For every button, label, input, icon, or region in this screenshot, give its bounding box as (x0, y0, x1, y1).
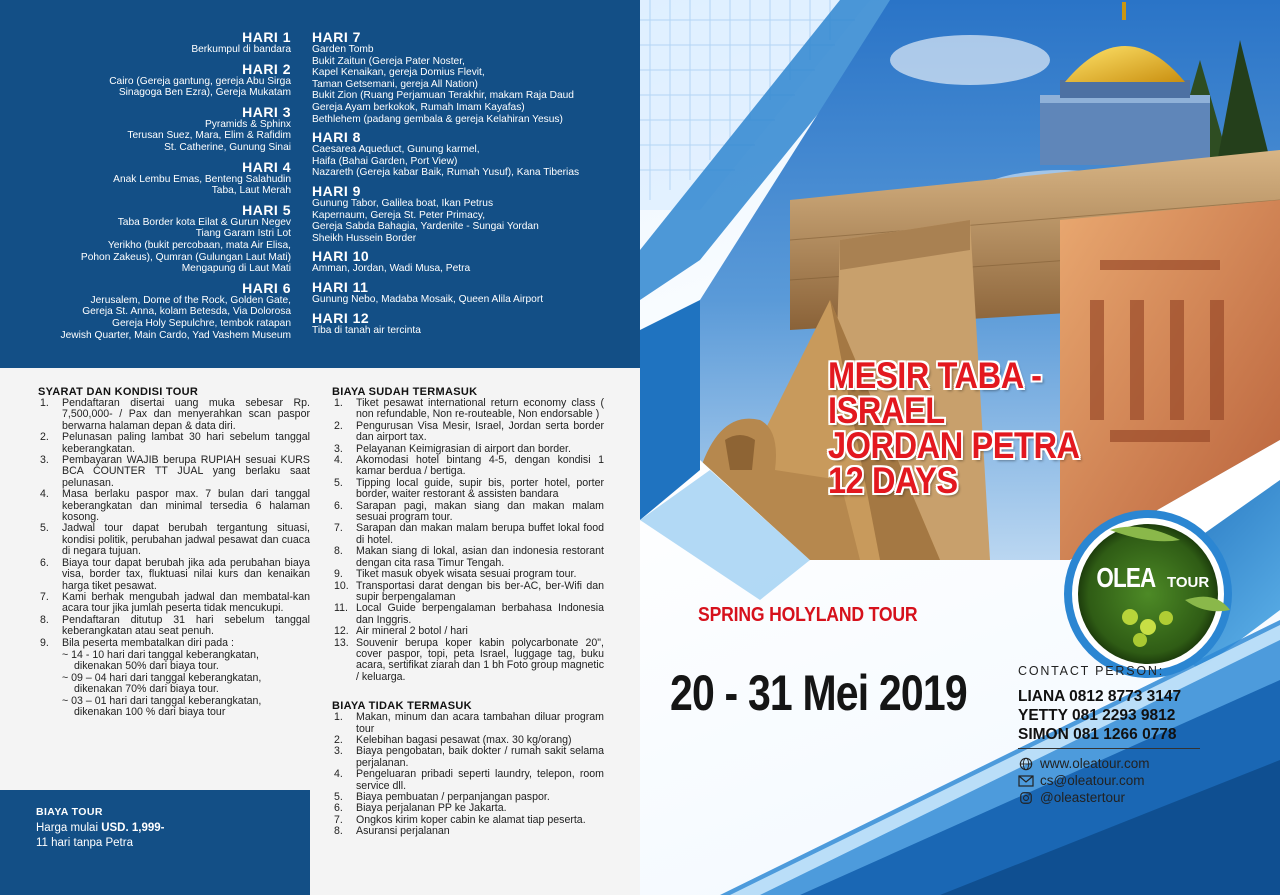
item-text: Pendaftaran ditutup 31 hari sebelum tanggal keberangkatan atau seat penuh. (62, 613, 310, 638)
list-item (332, 769, 604, 792)
itinerary-day (10, 203, 291, 275)
itinerary-day (10, 160, 291, 197)
item-number: 4. (334, 768, 343, 781)
day-heading: HARI 5 (242, 201, 291, 218)
day-line: Cairo (Gereja gantung, gereja Abu Sirga (109, 75, 291, 87)
item-text: Makan, minum dan acara tambahan diluar program tour (356, 711, 604, 735)
item-text: Pengeluaran pribadi seperti laundry, telepon, room service dll. (356, 768, 604, 792)
day-description (10, 44, 291, 56)
item-number: 3. (40, 454, 49, 467)
day-line: Tiang Garam Istri Lot (195, 228, 291, 240)
item-number: 7. (40, 590, 49, 603)
day-line: Bukit Zaitun (Gereja Pater Noster, (312, 55, 465, 67)
itinerary-day (10, 105, 291, 154)
day-line: Mengapung di Laut Mati (181, 263, 291, 275)
item-text: Kami berhak mengubah jadwal dan membatal-kan acara tour jika jumlah peserta tidak mencukupi. (62, 590, 310, 615)
list-item (332, 421, 604, 444)
terms-title: SYARAT DAN KONDISI TOUR (38, 386, 199, 398)
headline-line-2: JORDAN PETRA (828, 425, 1080, 466)
item-text: Sarapan dan makan malam berupa buffet lokal food di hotel. (356, 522, 604, 546)
website-row[interactable] (1018, 755, 1258, 772)
item-number: 6. (334, 802, 343, 815)
day-line: Sheikh Hussein Border (312, 232, 417, 244)
itinerary-day (312, 30, 632, 125)
tour-price-line (36, 821, 310, 836)
itinerary-day (10, 281, 291, 341)
list-item (38, 398, 310, 432)
itinerary-left-column (10, 30, 291, 347)
item-text: Biaya tour dapat berubah jika ada perubahan biaya visa, border tax, fluktuasi nilai kurs dan kenaikan harga tiket pesawat. (62, 556, 310, 592)
list-item (332, 501, 604, 524)
itinerary-day (312, 130, 632, 179)
item-number: 2. (334, 419, 343, 432)
day-heading: HARI 12 (312, 309, 370, 326)
item-text: Biaya pembuatan / perpanjangan paspor. (356, 791, 550, 803)
day-line: Haifa (Bahai Garden, Port View) (312, 155, 458, 167)
list-item (332, 826, 604, 837)
item-number: 8. (334, 545, 343, 558)
list-item (38, 432, 310, 455)
itinerary-day (312, 184, 632, 244)
day-description (312, 198, 632, 244)
day-heading: HARI 9 (312, 182, 361, 199)
list-item (38, 455, 310, 489)
excluded-title: BIAYA TIDAK TERMASUK (332, 700, 472, 713)
contact-liana: LIANA 0812 8773 3147 (1018, 688, 1182, 705)
terms-list (38, 398, 310, 718)
email-row[interactable] (1018, 772, 1258, 789)
tour-subtitle: SPRING HOLYLAND TOUR (698, 604, 918, 626)
day-heading: HARI 1 (242, 29, 291, 45)
item-number: 3. (334, 745, 343, 758)
item-number: 6. (40, 556, 49, 569)
day-line: Taba, Laut Merah (211, 185, 291, 197)
item-text: Asuransi perjalanan (356, 825, 450, 838)
day-line: Kapel Kenaikan, gereja Domius Flevit, (312, 67, 485, 79)
item-number: 5. (334, 476, 343, 489)
item-text: Tiket masuk obyek wisata sesuai program tour. (356, 568, 577, 581)
item-number: 8. (334, 825, 343, 838)
day-heading: HARI 8 (312, 129, 361, 146)
list-item (332, 746, 604, 769)
item-text: Sarapan pagi, makan siang dan makan malam sesuai program tour. (356, 499, 604, 524)
list-item (38, 638, 310, 719)
item-number: 5. (334, 791, 343, 803)
list-item (332, 712, 604, 735)
tour-price-title: BIAYA TOUR (36, 806, 103, 818)
day-description (10, 119, 291, 154)
day-line: Berkumpul di bandara (191, 44, 291, 55)
day-description (312, 144, 632, 179)
list-item (332, 478, 604, 501)
day-line: Nazareth (Gereja kabar Baik, Rumah Yusuf), Kana Tiberias (312, 167, 580, 179)
day-line: Sinagoga Ben Ezra), Gereja Mukatam (118, 87, 291, 99)
olea-logo (1064, 510, 1232, 678)
day-line: Gunung Nebo, Madaba Mosaik, Queen Alila Airport (312, 293, 544, 305)
list-item (332, 546, 604, 569)
item-number: 1. (334, 711, 343, 724)
day-line: Yerikho (bukit percobaan, mata Air Elisa, (107, 239, 291, 251)
contact-yetty: YETTY 081 2293 9812 (1018, 707, 1176, 724)
day-description (312, 325, 632, 337)
item-number: 9. (40, 636, 49, 649)
item-text: Pendaftaran disertai uang muka sebesar Rp. 7,500,000- / Pax dan menyerahkan scan paspor berwarna halaman depan & data diri. (62, 397, 310, 432)
excluded-list (332, 712, 604, 837)
contact-simon: SIMON 081 1266 0778 (1018, 726, 1177, 743)
item-text: Pelayanan Keimigrasian di airport dan border. (356, 442, 571, 455)
day-heading: HARI 4 (242, 158, 291, 175)
itinerary-right-column (312, 30, 632, 341)
item-number: 2. (40, 431, 49, 444)
day-line: Bethlehem (padang gembala & gereja Kelahiran Yesus) (312, 113, 563, 125)
day-line: Anak Lembu Emas, Benteng Salahudin (113, 173, 291, 185)
contact-divider (1018, 748, 1200, 749)
price-prefix: Harga mulai (36, 822, 102, 834)
email-link[interactable]: cs@oleatour.com (1040, 773, 1145, 788)
item-number: 11. (334, 602, 348, 615)
cancellation-item: ~ 14 - 10 hari dari tanggal keberangkatan, dikenakan 50% dari biaya tour. (62, 648, 260, 673)
item-text: Transportasi darat dengan bis ber-AC, ber-Wifi dan supir berpengalaman (356, 579, 604, 603)
item-text: Air mineral 2 botol / hari (356, 625, 468, 638)
day-line: Pyramids & Sphinx (204, 118, 291, 130)
day-heading: HARI 11 (312, 278, 369, 295)
list-item (38, 489, 310, 523)
tour-price-note: 11 hari tanpa Petra (36, 837, 133, 849)
day-line: Terusan Suez, Mara, Elim & Rafidim (127, 130, 291, 142)
list-item (332, 581, 604, 604)
cancellation-item: ~ 09 – 04 hari dari tanggal keberangkatan, dikenakan 70% dari biaya tour. (62, 671, 262, 696)
itinerary-day (312, 311, 632, 337)
item-number: 3. (334, 442, 343, 455)
cancellation-item: ~ 03 – 01 hari dari tanggal keberangkatan, dikenakan 100 % dari biaya tour (62, 694, 262, 718)
item-text: Souvenir berupa koper kabin polycarbonate 20", cover paspor, topi, peta Israel, luggage tag, buku acara, sertifikat ziarah dan 1 bh Foto group magnetic / keluarga. (356, 636, 604, 683)
day-line: Jewish Quarter, Main Cardo, Yad Vashem Museum (60, 329, 291, 341)
day-line: Taba Border kota Eilat & Gurun Negev (117, 216, 291, 228)
itinerary-day (312, 249, 632, 275)
day-line: Caesarea Aqueduct, Gunung karmel, (312, 144, 480, 156)
terms-column (38, 386, 310, 718)
instagram-link[interactable]: @oleastertour (1040, 790, 1125, 805)
list-item (332, 603, 604, 626)
item-text: Biaya perjalanan PP ke Jakarta. (356, 802, 507, 815)
logo-sub-text: TOUR (1167, 574, 1210, 591)
itinerary-day (312, 280, 632, 306)
list-item (38, 592, 310, 615)
item-text: Tipping local guide, supir bis, porter hotel, porter border, waiter restorant & assisten bandara (356, 476, 604, 501)
day-line: Gereja Holy Sepulchre, tembok ratapan (112, 317, 291, 329)
day-heading: HARI 7 (312, 29, 361, 45)
cover-panel (640, 0, 1280, 895)
list-item (332, 455, 604, 478)
cancellation-list (62, 650, 310, 718)
day-heading: HARI 6 (242, 279, 291, 296)
day-description (10, 174, 291, 197)
item-number: 13. (334, 636, 349, 649)
day-heading: HARI 2 (242, 60, 291, 77)
day-line: Pohon Zakeus), Qumran (Gulungan Laut Mati) (80, 251, 291, 263)
globe-icon (1018, 757, 1034, 771)
item-number: 4. (40, 488, 49, 501)
day-line: Jerusalem, Dome of the Rock, Golden Gate, (90, 294, 291, 306)
item-text: Jadwal tour dapat berubah tergantung situasi, kondisi politik, perubahan jadwal pesawat dan cuaca di negara tujuan. (62, 522, 310, 558)
day-description (312, 44, 632, 125)
logo-main-text: OLEA (1096, 562, 1156, 593)
item-number: 2. (334, 733, 343, 746)
day-line: Kapernaum, Gereja St. Peter Primacy, (312, 209, 486, 221)
item-text: Kelebihan bagasi pesawat (max. 30 kg/orang) (356, 733, 572, 746)
list-item (332, 638, 604, 684)
item-text: Ongkos kirim koper cabin ke alamat tiap peserta. (356, 813, 586, 826)
day-line: Tiba di tanah air tercinta (312, 324, 421, 336)
day-heading: HARI 3 (242, 103, 291, 120)
tour-headline (828, 355, 1162, 501)
instagram-icon (1018, 791, 1034, 805)
day-line: St. Catherine, Gunung Sinai (164, 141, 291, 153)
item-number: 1. (334, 397, 343, 409)
item-text: Makan siang di lokal, asian dan indonesia restorant dengan cita rasa Timur Tengah. (356, 545, 604, 569)
day-heading: HARI 10 (312, 248, 370, 265)
costs-column (332, 386, 604, 838)
item-text: Masa berlaku paspor max. 7 bulan dari tanggal keberangkatan dan minimal tersedia 6 halaman kosong. (62, 488, 310, 524)
included-list (332, 398, 604, 683)
item-text: Pelunasan paling lambat 30 hari sebelum tanggal keberangkatan. (62, 431, 310, 455)
item-number: 9. (334, 568, 343, 581)
olea-logo-text (1074, 562, 1224, 594)
day-line: Gereja Sabda Bahagia, Yardenite - Sungai Yordan (312, 221, 539, 233)
item-number: 5. (40, 522, 49, 535)
item-number: 1. (40, 397, 49, 409)
item-number: 6. (334, 499, 343, 512)
item-text: Akomodasi hotel bintang 4-5, dengan kondisi 1 kamar berdua / bertiga. (356, 454, 604, 478)
list-item (332, 398, 604, 421)
item-text: Tiket pesawat international return economy class ( non refundable, Non re-routeable, Non endorsable ) (356, 397, 604, 421)
item-number: 12. (334, 625, 349, 638)
item-number: 4. (334, 454, 343, 467)
day-line: Bukit Zion (Ruang Perjamuan Terakhir, makam Raja Daud (312, 90, 574, 102)
day-description (312, 263, 632, 275)
list-item (332, 523, 604, 546)
list-item (38, 615, 310, 638)
item-text: Bila peserta membatalkan diri pada : (62, 636, 234, 649)
day-description (10, 76, 291, 99)
item-number: 7. (334, 813, 343, 826)
day-line: Gereja St. Anna, kolam Betesda, Via Dolorosa (82, 306, 291, 318)
list-item (38, 523, 310, 557)
included-title: BIAYA SUDAH TERMASUK (332, 386, 478, 398)
day-line: Taman Getsemani, gereja All Nation) (312, 78, 478, 90)
item-text: Biaya pengobatan, baik dokter / rumah sakit selama perjalanan. (356, 745, 604, 769)
itinerary-panel (0, 0, 640, 368)
headline-line-1: MESIR TABA - ISRAEL (828, 355, 1042, 431)
tour-price-box (0, 790, 310, 895)
contact-names (1018, 687, 1258, 744)
day-line: Gereja Ayam berkokok, Rumah Imam Kayafas) (312, 101, 525, 113)
envelope-icon (1018, 774, 1034, 788)
itinerary-day (10, 62, 291, 99)
item-number: 10. (334, 579, 349, 592)
headline-line-3: 12 DAYS (828, 460, 958, 501)
tour-dates: 20 - 31 Mei 2019 (670, 665, 967, 721)
website-link[interactable]: www.oleatour.com (1040, 756, 1150, 771)
day-description (312, 294, 632, 306)
day-description (10, 295, 291, 341)
price-value: USD. 1,999- (101, 822, 165, 834)
item-text: Pengurusan Visa Mesir, Israel, Jordan serta border dan airport tax. (356, 419, 604, 444)
day-line: Amman, Jordan, Wadi Musa, Petra (312, 263, 471, 275)
item-number: 8. (40, 613, 49, 626)
contact-label: CONTACT PERSON: (1018, 664, 1164, 678)
day-line: Gunung Tabor, Galilea boat, Ikan Petrus (312, 197, 494, 209)
itinerary-day (10, 30, 291, 56)
item-text: Pembayaran WAJIB berupa RUPIAH sesuai KURS BCA COUNTER TT JUAL yang berlaku saat pelunasan. (62, 454, 310, 489)
list-item (38, 558, 310, 592)
day-line: Garden Tomb (312, 44, 374, 55)
day-description (10, 217, 291, 275)
item-text: Local Guide berpengalaman berbahasa Indonesia dan Inggris. (356, 602, 604, 626)
contact-block (1018, 664, 1258, 806)
terms-panel (0, 368, 640, 895)
instagram-row[interactable] (1018, 789, 1258, 806)
item-number: 7. (334, 522, 343, 535)
